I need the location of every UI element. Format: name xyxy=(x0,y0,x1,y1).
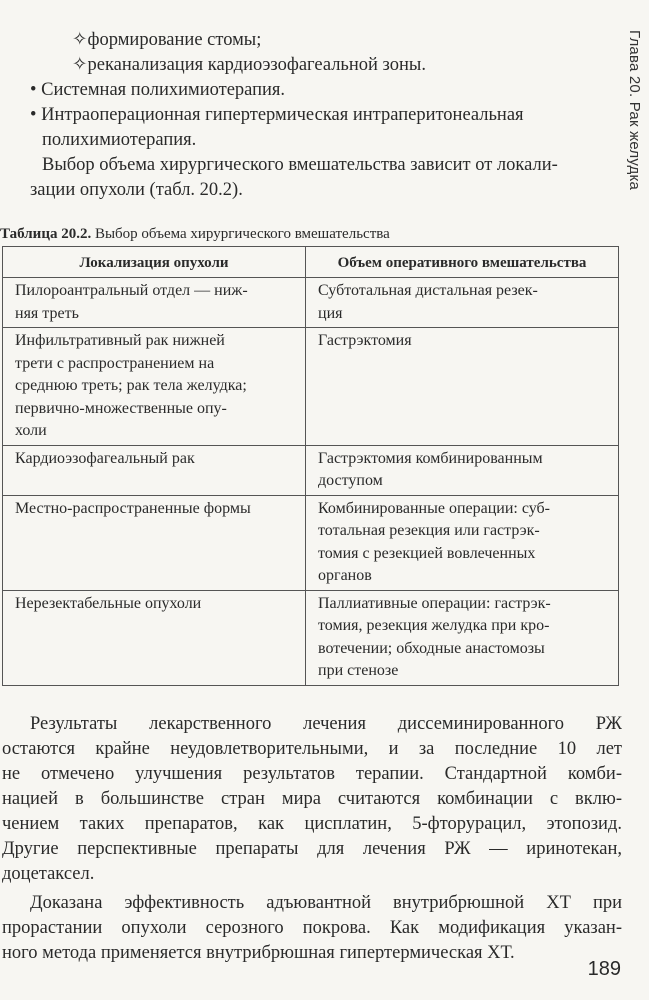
header-scope: Объем оперативного вмешательства xyxy=(306,247,619,278)
paragraph-line: Другие перспективные препараты для лечения РЖ — иринотекан, xyxy=(2,839,622,859)
header-location: Локализация опухоли xyxy=(3,247,306,278)
cell-line: Местно-распространенные формы xyxy=(15,499,251,517)
paragraph-chemo-results xyxy=(2,712,622,887)
cell-location xyxy=(3,495,306,590)
cell-line: доступом xyxy=(318,472,383,489)
paragraph-line: доцетаксел. xyxy=(2,864,95,884)
table-row xyxy=(3,590,619,685)
list-item-hipec-cont: полихимиотерапия. xyxy=(42,130,197,150)
cell-line: органов xyxy=(318,567,372,584)
cell-scope xyxy=(306,445,619,495)
list-item-recanalization: ✧реканализация кардиоэзофагеальной зоны. xyxy=(72,55,426,75)
cell-line: Гастрэктомия xyxy=(318,332,412,349)
cell-line: ция xyxy=(318,304,343,322)
cell-line: холи xyxy=(15,422,47,439)
cell-line: при стенозе xyxy=(318,662,399,679)
paragraph-line: Результаты лекарственного лечения диссеминированного РЖ xyxy=(30,714,622,734)
cell-line: Паллиативные операции: гастрэк- xyxy=(318,594,551,612)
table-row xyxy=(3,328,619,446)
cell-line: Кардиоэзофагеальный рак xyxy=(15,449,195,467)
cell-location xyxy=(3,590,306,685)
cell-scope xyxy=(306,278,619,328)
cell-line: среднюю треть; рак тела желудка; xyxy=(15,377,247,394)
page-number: 189 xyxy=(587,958,621,980)
cell-location xyxy=(3,445,306,495)
top-text-block xyxy=(30,28,610,203)
cell-line: томия с резекцией вовлеченных xyxy=(318,544,536,562)
body-text xyxy=(2,712,622,966)
cell-line: томия, резекция желудка при кро- xyxy=(318,617,550,634)
cell-line: вотечении; обходные анастомозы xyxy=(318,639,545,657)
cell-line: няя треть xyxy=(15,304,79,322)
list-item-systemic-chemo: • Системная полихимиотерапия. xyxy=(30,80,286,100)
paragraph-line: не отмечено улучшения результатов терапии. Стандартной комби- xyxy=(2,764,622,784)
paragraph-line: нацией в большинстве стран мира считаются комбинации с вклю- xyxy=(2,789,622,809)
cell-line: Субтотальная дистальная резек- xyxy=(318,282,538,299)
cell-scope xyxy=(306,590,619,685)
cell-location xyxy=(3,278,306,328)
list-item-stoma: ✧формирование стомы; xyxy=(72,30,262,50)
table-caption xyxy=(0,226,640,243)
cell-line: Комбинированные операции: суб- xyxy=(318,499,550,517)
cell-location xyxy=(3,328,306,446)
cell-line: тотальная резекция или гастрэк- xyxy=(318,522,540,539)
cell-scope xyxy=(306,328,619,446)
cell-line: Нерезектабельные опухоли xyxy=(15,594,202,612)
paragraph-line: остаются крайне неудовлетворительными, и за последние 10 лет xyxy=(2,739,622,759)
cell-line: Пилороантральный отдел — ниж- xyxy=(15,282,248,299)
list-item-hipec: • Интраоперационная гипертермическая интраперитонеальная xyxy=(30,105,524,125)
paragraph-line: прорастании опухоли серозного покрова. Как модификация указан- xyxy=(2,918,622,938)
table-row xyxy=(3,278,619,328)
table-header-row xyxy=(3,247,619,278)
table-row xyxy=(3,445,619,495)
cell-line: первично-множественные опу- xyxy=(15,399,227,417)
table-caption-label: Таблица 20.2. xyxy=(0,226,92,242)
intro-line-2: зации опухоли (табл. 20.2). xyxy=(30,180,243,200)
paragraph-line: чением таких препаратов, как цисплатин, 5-фторурацил, этопозид. xyxy=(2,814,622,834)
table-caption-text: Выбор объема хирургического вмешательства xyxy=(94,226,390,242)
table-row xyxy=(3,495,619,590)
cell-scope xyxy=(306,495,619,590)
cell-line: Гастрэктомия комбинированным xyxy=(318,449,543,467)
paragraph-intraperitoneal xyxy=(2,891,622,966)
paragraph-line: Доказана эффективность адъювантной внутрибрюшной ХТ при xyxy=(30,893,622,913)
cell-line: трети с распространением на xyxy=(15,354,215,372)
paragraph-line: ного метода применяется внутрибрюшная гипертермическая ХТ. xyxy=(2,943,515,963)
cell-line: Инфильтративный рак нижней xyxy=(15,332,225,349)
intro-line-1: Выбор объема хирургического вмешательства зависит от локали- xyxy=(42,155,558,175)
surgery-scope-table xyxy=(2,246,619,686)
running-header: Глава 20. Рак желудка xyxy=(626,30,643,191)
